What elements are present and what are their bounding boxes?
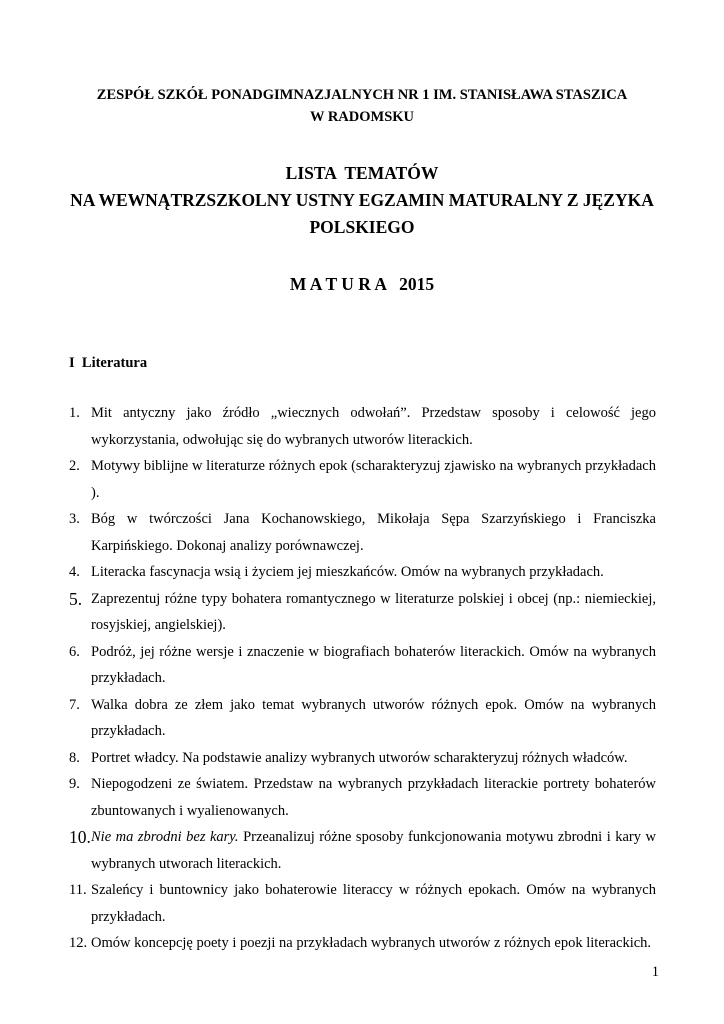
item-number: 5. xyxy=(69,588,83,609)
list-item xyxy=(69,453,656,506)
list-item xyxy=(69,400,656,453)
title-line-3: POLSKIEGO xyxy=(309,217,415,237)
item-number: 4. xyxy=(69,564,80,580)
item-italic-text: Nie ma zbrodni bez kary. xyxy=(91,829,239,845)
list-item xyxy=(69,930,656,957)
list-item xyxy=(69,506,656,559)
title-line-2: NA WEWNĄTRZSZKOLNY USTNY EGZAMIN MATURALNY Z JĘZYKA xyxy=(70,190,654,210)
list-item xyxy=(69,586,656,639)
school-name: ZESPÓŁ SZKÓŁ PONADGIMNAZJALNYCH NR 1 IM. STANISŁAWA STASZICA xyxy=(96,87,628,103)
item-text: Portret władcy. Na podstawie analizy wybranych utworów scharakteryzuj różnych władców. xyxy=(91,749,628,766)
item-number: 7. xyxy=(69,696,80,713)
list-item xyxy=(69,692,656,745)
item-text: Literacka fascynacja wsią i życiem jej mieszkańców. Omów na wybranych przykładach. xyxy=(91,564,604,580)
title-line-1: LISTA TEMATÓW xyxy=(285,163,439,183)
list-item xyxy=(69,771,656,824)
item-number: 9. xyxy=(69,776,80,792)
list-item xyxy=(69,745,656,772)
item-text: Szaleńcy i buntownicy jako bohaterowie literaccy w różnych epokach. Omów na wybranych przykładach. xyxy=(91,882,656,925)
item-number: 12. xyxy=(69,935,88,951)
item-text: Bóg w twórczości Jana Kochanowskiego, Mikołaja Sępa Szarzyńskiego i Franciszka Karpińskiego. Dokonaj analizy porównawczej. xyxy=(91,511,656,554)
item-text: Przeanalizuj różne sposoby funkcjonowania motywu zbrodni i kary w wybranych utworach literackich. xyxy=(91,829,656,872)
document-title xyxy=(0,160,724,241)
list-item xyxy=(69,639,656,692)
list-item xyxy=(69,824,656,877)
item-number: 6. xyxy=(69,643,80,660)
item-number: 11. xyxy=(69,882,87,898)
topics-list xyxy=(69,400,656,957)
item-number: 2. xyxy=(69,458,80,474)
matura-year: M A T U R A 2015 xyxy=(289,274,435,294)
school-header xyxy=(0,84,724,128)
item-number: 3. xyxy=(69,511,80,527)
item-text: Walka dobra ze złem jako temat wybranych utworów różnych epok. Omów na wybranych przykładach. xyxy=(91,696,656,739)
item-text: Omów koncepcję poety i poezji na przykładach wybranych utworów z różnych epok literackich. xyxy=(91,935,652,951)
item-number: 1. xyxy=(69,405,80,421)
list-item xyxy=(69,559,656,586)
list-item xyxy=(69,877,656,930)
item-text: Zaprezentuj różne typy bohatera romantycznego w literaturze polskiej i obcej (np.: niemieckiej, rosyjskiej, angielskiej). xyxy=(91,590,656,633)
item-number: 10. xyxy=(69,827,91,847)
item-text: Podróż, jej różne wersje i znaczenie w biografiach bohaterów literackich. Omów na wybranych przykładach. xyxy=(91,643,656,686)
item-text: Mit antyczny jako źródło „wiecznych odwołań”. Przedstaw sposoby i celowość jego wykorzystania, odwołując się do wybranych utworów literackich. xyxy=(91,405,656,448)
item-number: 8. xyxy=(69,749,80,766)
item-text: Niepogodzeni ze światem. Przedstaw na wybranych przykładach literackie portrety bohaterów zbuntowanych i wyalienowanych. xyxy=(91,776,656,819)
section-heading: I Literatura xyxy=(69,355,148,371)
item-text: Motywy biblijne w literaturze różnych epok (scharakteryzuj zjawisko na wybranych przykładach ). xyxy=(91,458,656,501)
page-number: 1 xyxy=(651,964,659,980)
school-city: W RADOMSKU xyxy=(309,109,415,125)
